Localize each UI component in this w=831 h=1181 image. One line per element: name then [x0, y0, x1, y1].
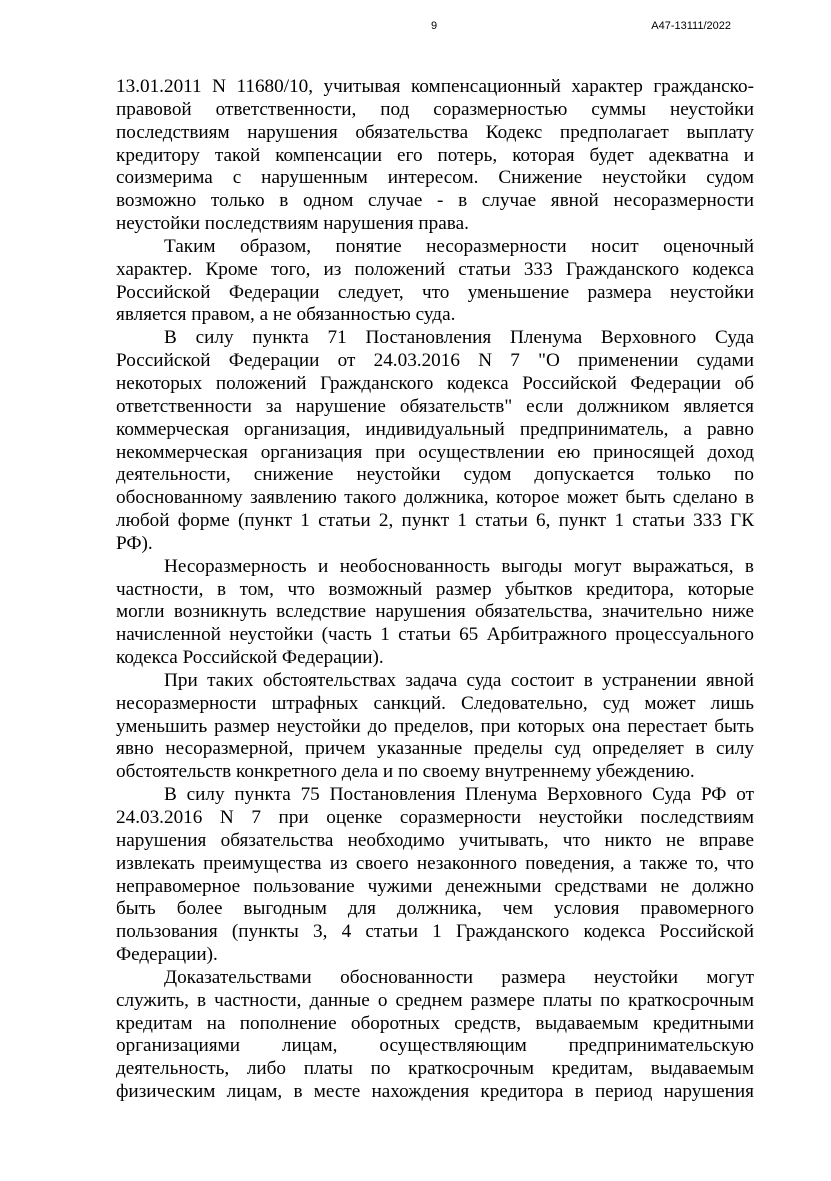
text-line: некоммерческая организация при осуществлении ею приносящей доход	[116, 441, 754, 463]
text-line: обстоятельств конкретного дела и по своему внутреннему убеждению.	[116, 761, 695, 783]
text-line: кредитам на пополнение оборотных средств, выдаваемым кредитными	[116, 1012, 754, 1034]
text-line: неправомерное пользование чужими денежными средствами не должно	[116, 875, 754, 897]
text-line: Федерации).	[116, 944, 218, 966]
text-line: начисленной неустойки (часть 1 статьи 65 Арбитражного процессуального	[116, 624, 754, 646]
text-line: неустойки последствиям нарушения права.	[116, 213, 469, 235]
text-line: обоснованному заявлению такого должника, которое может быть сделано в	[116, 487, 754, 509]
text-line: могли возникнуть вследствие нарушения обязательства, значительно ниже	[116, 601, 754, 623]
text-line: некоторых положений Гражданского кодекса Российской Федерации об	[116, 372, 754, 394]
text-line: быть более выгодным для должника, чем условия правомерного	[116, 898, 754, 920]
text-line: любой форме (пункт 1 статьи 2, пункт 1 статьи 6, пункт 1 статьи 333 ГК	[116, 510, 754, 532]
text-line: характер. Кроме того, из положений статьи 333 Гражданского кодекса	[116, 258, 754, 280]
text-line: уменьшить размер неустойки до пределов, при которых она перестает быть	[116, 715, 754, 737]
text-line: частности, в том, что возможный размер убытков кредитора, которые	[116, 578, 754, 600]
text-line: Таким образом, понятие несоразмерности носит оценочный	[164, 235, 754, 257]
text-line: физическим лицам, в месте нахождения кредитора в период нарушения	[116, 1081, 754, 1103]
text-line: В силу пункта 75 Постановления Пленума Верховного Суда РФ от	[164, 784, 754, 806]
text-line: РФ).	[116, 532, 153, 554]
text-line: кредитору такой компенсации его потерь, которая будет адекватна и	[116, 144, 754, 166]
text-line: является правом, а не обязанностью суда.	[116, 304, 456, 326]
paragraph	[116, 76, 754, 236]
text-line: организациями лицам, осуществляющим предпринимательскую	[116, 1035, 754, 1057]
paragraph	[116, 327, 754, 555]
text-line: правовой ответственности, под соразмерностью суммы неустойки	[116, 98, 754, 120]
text-line: деятельности, снижение неустойки судом допускается только по	[116, 464, 754, 486]
text-line: последствиям нарушения обязательства Кодекс предполагает выплату	[116, 121, 754, 143]
text-line: соизмерима с нарушенным интересом. Снижение неустойки судом	[116, 167, 754, 189]
page-number: 9	[430, 20, 438, 32]
text-line: Доказательствами обоснованности размера неустойки могут	[164, 966, 754, 988]
text-line: возможно только в одном случае - в случае явной несоразмерности	[116, 190, 754, 212]
text-line: извлекать преимущества из своего незаконного поведения, а также то, что	[116, 852, 754, 874]
text-line: деятельность, либо платы по краткосрочным кредитам, выдаваемым	[116, 1058, 754, 1080]
text-line: несоразмерности штрафных санкций. Следовательно, суд может лишь	[116, 692, 754, 714]
text-line: нарушения обязательства необходимо учитывать, что никто не вправе	[116, 829, 754, 851]
document-body	[116, 76, 754, 1104]
paragraph	[116, 236, 754, 327]
text-line: коммерческая организация, индивидуальный предприниматель, а равно	[116, 418, 754, 440]
text-line: 24.03.2016 N 7 при оценке соразмерности неустойки последствиям	[116, 807, 754, 828]
text-line: Несоразмерность и необоснованность выгоды могут выражаться, в	[164, 555, 754, 577]
text-line: Российской Федерации следует, что уменьшение размера неустойки	[116, 281, 754, 303]
text-line: Российской Федерации от 24.03.2016 N 7 "О применении судами	[116, 350, 754, 372]
paragraph	[116, 967, 754, 1104]
paragraph	[116, 556, 754, 670]
text-line: ответственности за нарушение обязательств" если должником является	[116, 395, 754, 417]
case-number: А47-13111/2022	[651, 20, 731, 32]
text-line: 13.01.2011 N 11680/10, учитывая компенсационный характер гражданско-	[116, 76, 754, 97]
text-line: пользования (пункты 3, 4 статьи 1 Гражданского кодекса Российской	[116, 921, 754, 943]
text-line: кодекса Российской Федерации).	[116, 647, 384, 669]
text-line: При таких обстоятельствах задача суда состоит в устранении явной	[164, 669, 754, 691]
text-line: явно несоразмерной, причем указанные пределы суд определяет в силу	[116, 738, 754, 760]
text-line: В силу пункта 71 Постановления Пленума Верховного Суда	[164, 327, 754, 349]
paragraph	[116, 670, 754, 784]
text-line: служить, в частности, данные о среднем размере платы по краткосрочным	[116, 989, 754, 1011]
paragraph	[116, 784, 754, 967]
